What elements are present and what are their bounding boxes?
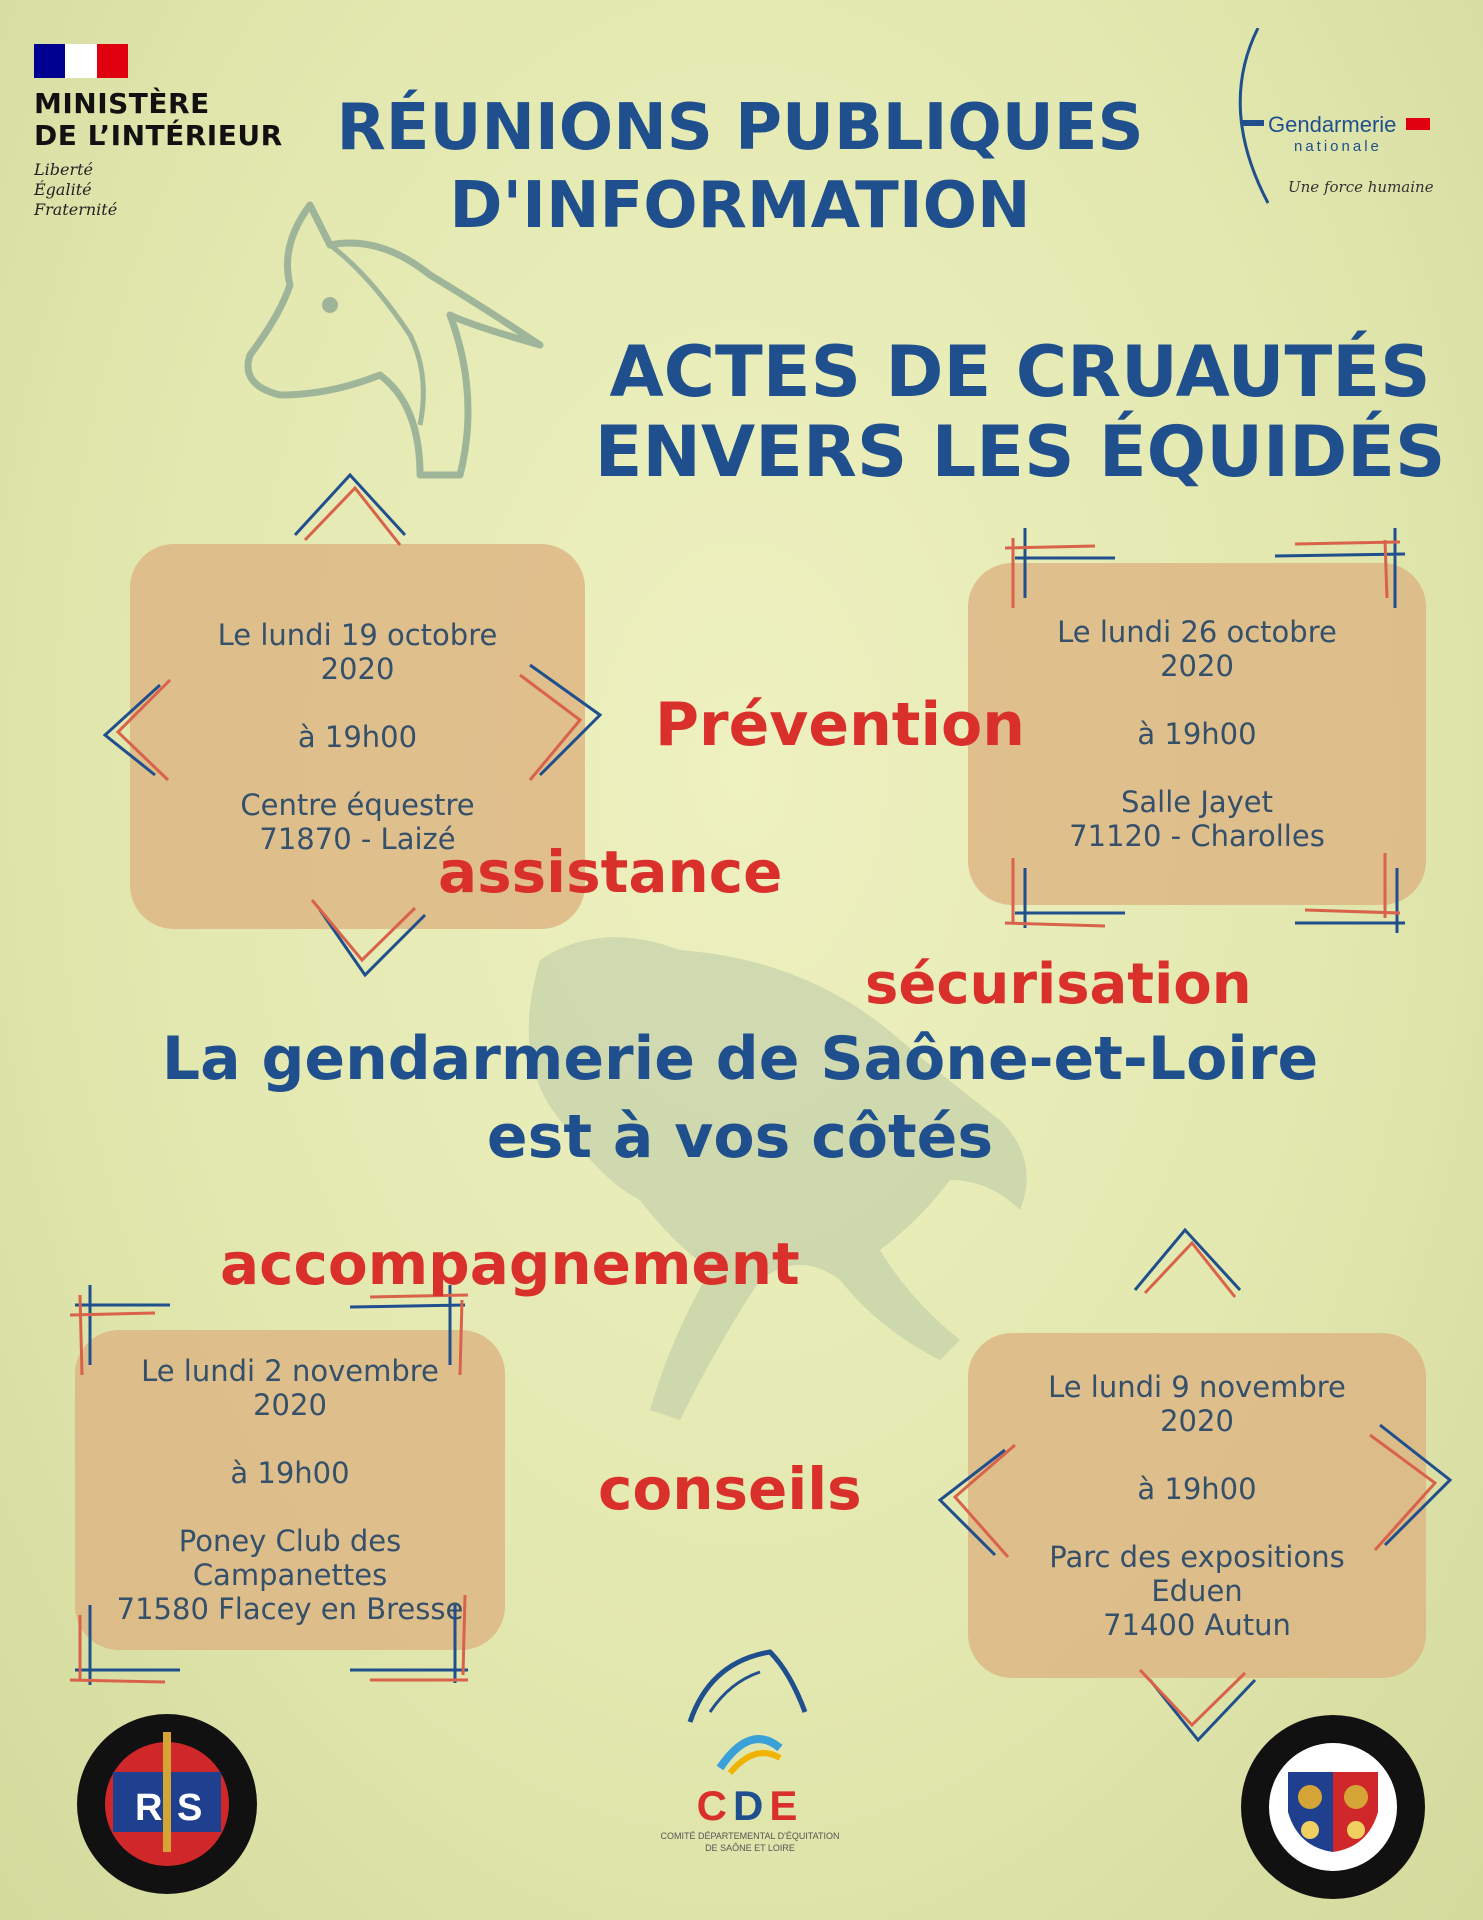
keyword-accompagnement: accompagnement (220, 1230, 800, 1298)
event-time: à 19h00 (1137, 717, 1257, 751)
keyword-prevention: Prévention (655, 690, 1025, 760)
event-date: Le lundi 9 novembre (1048, 1369, 1346, 1404)
cde-caption-line1: COMITÉ DÉPARTEMENTAL D'ÉQUITATION (660, 1831, 840, 1841)
ministry-name-line1: MINISTÈRE (34, 87, 210, 120)
cde-wave-icon (710, 1728, 790, 1778)
cde-caption (620, 1830, 880, 1854)
subtitle-line1: ACTES DE CRUAUTÉS (609, 331, 1431, 413)
event-time: à 19h00 (1137, 1471, 1257, 1506)
horse-head-small-icon (680, 1642, 820, 1732)
subtitle-line2: ENVERS LES ÉQUIDÉS (594, 411, 1446, 493)
event-place-line: 71580 Flacey en Bresse (116, 1592, 464, 1626)
referent-surete-badge (75, 1712, 260, 1897)
motto-egalite: Égalité (34, 180, 92, 199)
event-year: 2020 (1160, 649, 1234, 683)
event-date: Le lundi 26 octobre (1057, 615, 1337, 649)
french-flag-icon (34, 44, 128, 78)
cde-letters (620, 1782, 880, 1830)
keyword-securisation: sécurisation (865, 952, 1252, 1017)
message-line1: La gendarmerie de Saône-et-Loire (161, 1024, 1319, 1094)
event-place-line: 71120 - Charolles (1069, 819, 1325, 853)
event-year: 2020 (320, 651, 395, 686)
event-year: 2020 (1160, 1403, 1234, 1438)
badge-letter-r: R (135, 1787, 163, 1829)
corner-frame-icon (1005, 528, 1415, 938)
event-place-line: Poney Club des (178, 1524, 402, 1558)
event-date: Le lundi 19 octobre (217, 617, 498, 652)
ministry-name-line2: DE L’INTÉRIEUR (34, 119, 283, 152)
event-year: 2020 (253, 1388, 327, 1422)
cde-caption-line2: DE SAÔNE ET LOIRE (705, 1843, 795, 1853)
gendarmerie-sub: nationale (1294, 138, 1382, 155)
keyword-conseils: conseils (598, 1455, 862, 1523)
corner-frame-icon (70, 1285, 470, 1685)
gendarmerie-word: Gendarmerie (1268, 112, 1397, 137)
event-time: à 19h00 (297, 719, 418, 754)
event-time: à 19h00 (230, 1456, 350, 1490)
event-place-line: Salle Jayet (1120, 785, 1274, 819)
event-place-line: 71400 Autun (1103, 1607, 1291, 1642)
motto-fraternite: Fraternité (34, 200, 118, 219)
message-line2: est à vos côtés (486, 1102, 994, 1172)
ministry-logo (34, 44, 314, 220)
groupement-saone-loire-badge (1238, 1712, 1428, 1902)
page-title-line1: RÉUNIONS PUBLIQUES (336, 91, 1144, 165)
keyword-assistance: assistance (438, 838, 783, 906)
gendarmerie-nationale-logo (1228, 28, 1438, 208)
event-place-line: Campanettes (192, 1558, 388, 1592)
cde-logo (620, 1728, 880, 1854)
page-title-line2: D'INFORMATION (449, 169, 1031, 243)
event-date: Le lundi 2 novembre (141, 1354, 439, 1388)
gendarmerie-tagline: Une force humaine (1288, 178, 1434, 196)
event-place-line: 71870 - Laizé (259, 821, 456, 856)
chevron-frame-icon (930, 1225, 1460, 1750)
cde-letter-d: D (732, 1782, 770, 1829)
motto-liberte: Liberté (34, 160, 93, 179)
event-place-line: Parc des expositions (1049, 1539, 1345, 1574)
cde-letter-c: C (696, 1782, 733, 1829)
cde-letter-e: E (769, 1782, 804, 1829)
event-place-line: Eduen (1151, 1573, 1243, 1608)
badge-letter-s: S (177, 1787, 203, 1829)
event-place-line: Centre équestre (240, 787, 475, 822)
